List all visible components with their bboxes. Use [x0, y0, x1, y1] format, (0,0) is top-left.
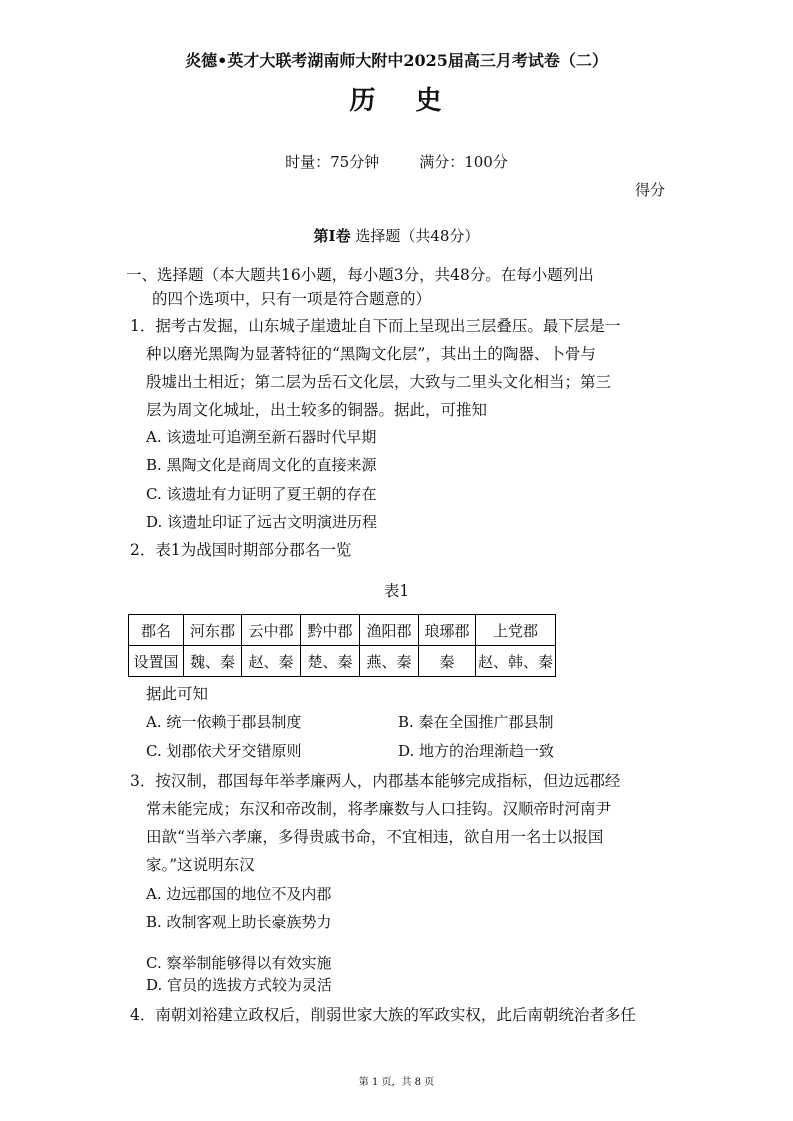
table-cell: 赵、秦: [242, 646, 301, 677]
exam-meta: [0, 151, 793, 172]
q3-line-4: 家。”这说明东汉: [146, 856, 255, 874]
q3-line-1: 3．按汉制，郡国每年举孝廉两人，内郡基本能够完成指标，但边远郡经: [130, 772, 621, 790]
table-cell: 赵、韩、秦: [476, 646, 556, 677]
q1-line-2: 种以磨光黑陶为显著特征的“黑陶文化层”，其出土的陶器、卜骨与: [146, 345, 596, 363]
table-row: [129, 646, 556, 677]
instruction-line-2: 的四个选项中，只有一项是符合题意的）: [152, 290, 432, 308]
table-cell: 黔中郡: [301, 615, 360, 646]
q4-line-1: 4．南朝刘裕建立政权后，削弱世家大族的军政实权，此后南朝统治者多任: [130, 1006, 636, 1024]
table-cell: 琅琊郡: [419, 615, 476, 646]
table-cell: 河东郡: [184, 615, 242, 646]
table-cell: 魏、秦: [184, 646, 242, 677]
table-cell: 秦: [419, 646, 476, 677]
table-cell: 渔阳郡: [360, 615, 419, 646]
q1-option-c: C. 该遗址有力证明了夏王朝的存在: [146, 485, 377, 503]
table-cell: 燕、秦: [360, 646, 419, 677]
q2-option-d: D. 地方的治理渐趋一致: [398, 742, 555, 760]
q1-line-3: 殷墟出土相近；第二层为岳石文化层，大致与二里头文化相当；第三: [146, 373, 612, 391]
exam-title: 炎德•英才大联考湖南师大附中2025届高三月考试卷（二）: [185, 51, 608, 70]
q1-option-b: B. 黑陶文化是商周文化的直接来源: [146, 456, 377, 474]
q2-stem: 2．表1为战国时期部分郡名一览: [130, 541, 352, 559]
instruction-line-1: 一、选择题（本大题共16小题，每小题3分，共48分。在每小题列出: [126, 266, 594, 284]
q3-option-b: B. 改制客观上助长豪族势力: [146, 913, 332, 931]
table-cell: 楚、秦: [301, 646, 360, 677]
q3-option-a: A. 边远郡国的地位不及内郡: [146, 885, 332, 903]
q3-option-d: D. 官员的选拔方式较为灵活: [146, 976, 333, 994]
q1-line-1: 1．据考古发掘，山东城子崖遗址自下而上呈现出三层叠压。最下层是一: [130, 317, 621, 335]
subject-char-1: 历: [349, 86, 378, 116]
table-cell: 上党郡: [476, 615, 556, 646]
commandery-table: [128, 614, 556, 677]
time-limit: 时量：75分钟: [285, 153, 380, 171]
q2-after-table: 据此可知: [146, 685, 209, 703]
q2-option-b: B. 秦在全国推广郡县制: [398, 713, 554, 731]
q3-option-c: C. 察举制能够得以有效实施: [146, 954, 332, 972]
score-label: 得分: [634, 181, 665, 199]
table-cell: 云中郡: [242, 615, 301, 646]
page-footer: 第 1 页，共 8 页: [358, 1077, 435, 1088]
q1-option-d: D. 该遗址印证了远古文明演进历程: [146, 513, 378, 531]
table-row: [129, 615, 556, 646]
q2-option-c: C. 划郡依犬牙交错原则: [146, 742, 302, 760]
q1-line-4: 层为周文化城址，出土较多的铜器。据此，可推知: [146, 401, 488, 419]
q3-line-2: 常未能完成；东汉和帝改制，将孝廉数与人口挂钩。汉顺帝时河南尹: [146, 800, 612, 818]
full-marks: 满分：100分: [419, 153, 508, 171]
q2-option-a: A. 统一依赖于郡县制度: [146, 713, 302, 731]
section-name: 选择题（共48分）: [350, 227, 480, 245]
q3-line-3: 田歆“当举六孝廉，多得贵戚书命，不宜相违，欲自用一名士以报国: [146, 828, 604, 846]
subject-char-2: 史: [415, 86, 444, 116]
section-number: 第Ⅰ卷: [313, 227, 351, 245]
table-caption: 表1: [383, 582, 410, 600]
table-cell: 郡名: [129, 615, 184, 646]
section-title: [0, 225, 793, 246]
q1-option-a: A. 该遗址可追溯至新石器时代早期: [146, 428, 377, 446]
subject-title: [0, 80, 793, 117]
table-cell: 设置国: [129, 646, 184, 677]
